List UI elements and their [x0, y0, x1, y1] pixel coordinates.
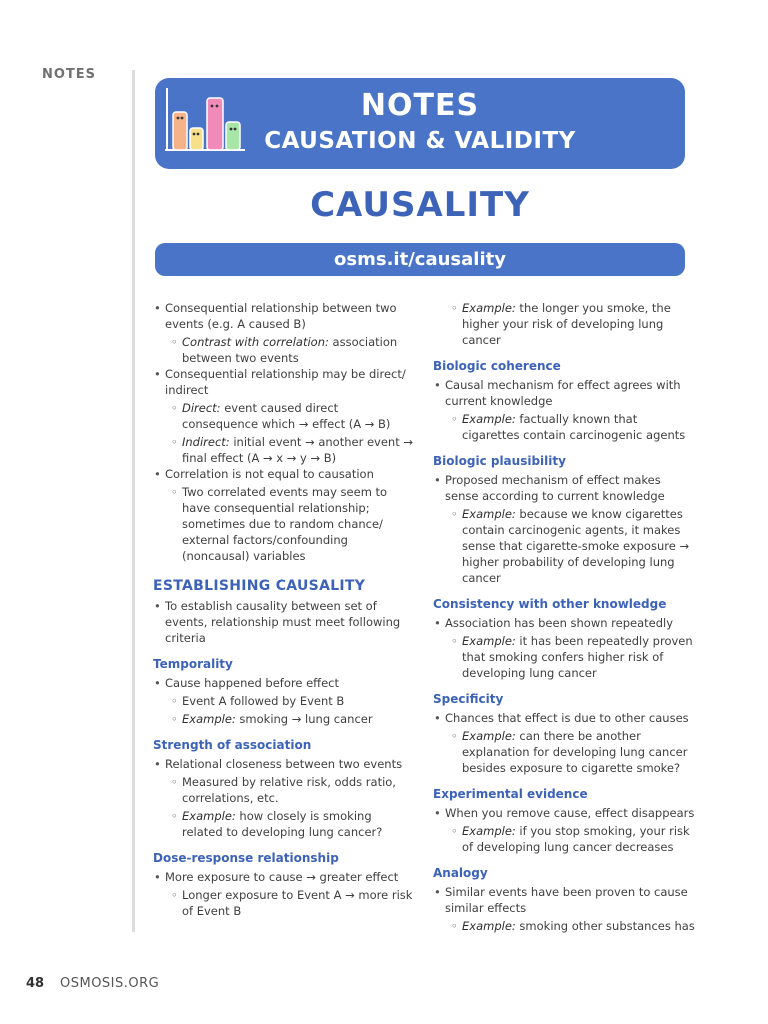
list-item: ◦ Contrast with correlation: association between two events [153, 334, 415, 366]
list-item: ◦ Example: how closely is smoking related to developing lung cancer? [153, 808, 415, 840]
list-item: • Correlation is not equal to causation [153, 466, 415, 482]
right-column [433, 300, 695, 934]
section-heading: ESTABLISHING CAUSALITY [153, 578, 366, 594]
list-item: • More exposure to cause → greater effect [153, 869, 415, 885]
left-column [153, 300, 415, 919]
subheading-temporality: Temporality [153, 657, 233, 671]
list-item: ◦ Event A followed by Event B [153, 693, 415, 709]
subheading-analogy: Analogy [433, 866, 488, 880]
list-item: • Consequential relationship may be direct/ indirect [153, 366, 415, 398]
list-item: ◦ Example: because we know cigarettes contain carcinogenic agents, it makes sense that cigarette-smoke exposure → higher probability of developing lung cancer [433, 506, 695, 586]
subheading-dose-response: Dose-response relationship [153, 851, 339, 865]
list-item: • Relational closeness between two events [153, 756, 415, 772]
list-item: ◦ Example: it has been repeatedly proven that smoking confers higher risk of developing lung cancer [433, 633, 695, 681]
side-divider [132, 70, 135, 932]
subheading-experimental: Experimental evidence [433, 787, 588, 801]
list-item: • Chances that effect is due to other causes [433, 710, 695, 726]
list-item: ◦ Longer exposure to Event A → more risk of Event B [153, 887, 415, 919]
page-number: 48 [26, 976, 45, 991]
subheading-plausibility: Biologic plausibility [433, 454, 566, 468]
list-item: • To establish causality between set of events, relationship must meet following criteria [153, 598, 415, 646]
list-item: ◦ Direct: event caused direct consequence which → effect (A → B) [153, 400, 415, 432]
subheading-coherence: Biologic coherence [433, 359, 561, 373]
list-item: ◦ Example: the longer you smoke, the higher your risk of developing lung cancer [433, 300, 695, 348]
list-item: ◦ Example: can there be another explanation for developing lung cancer besides exposure to cigarette smoke? [433, 728, 695, 776]
header-subtitle: CAUSATION & VALIDITY [264, 128, 576, 154]
side-section-label: NOTES [42, 67, 97, 82]
footer-brand[interactable]: OSMOSIS.ORG [60, 976, 160, 991]
list-item: • Consequential relationship between two events (e.g. A caused B) [153, 300, 415, 332]
header-banner [155, 78, 685, 169]
list-item: ◦ Example: smoking → lung cancer [153, 711, 415, 727]
list-item: • Proposed mechanism of effect makes sense according to current knowledge [433, 472, 695, 504]
list-item: ◦ Example: factually known that cigarettes contain carcinogenic agents [433, 411, 695, 443]
list-item: ◦ Example: smoking other substances has [433, 918, 695, 934]
list-item: • Association has been shown repeatedly [433, 615, 695, 631]
list-item: ◦ Measured by relative risk, odds ratio, correlations, etc. [153, 774, 415, 806]
subheading-consistency: Consistency with other knowledge [433, 597, 667, 611]
topic-link[interactable]: osms.it/causality [155, 243, 685, 276]
list-item: • Similar events have been proven to cause similar effects [433, 884, 695, 916]
list-item: ◦ Example: if you stop smoking, your risk of developing lung cancer decreases [433, 823, 695, 855]
subheading-strength: Strength of association [153, 738, 312, 752]
list-item: • Causal mechanism for effect agrees with current knowledge [433, 377, 695, 409]
list-item: ◦ Indirect: initial event → another event → final effect (A → x → y → B) [153, 434, 415, 466]
list-item: • When you remove cause, effect disappears [433, 805, 695, 821]
header-title: NOTES [360, 88, 480, 123]
page-title: CAUSALITY [310, 185, 530, 225]
list-item: ◦ Two correlated events may seem to have consequential relationship; sometimes due to random chance/ external factors/confounding (noncausal) variables [153, 484, 415, 564]
subheading-specificity: Specificity [433, 692, 504, 706]
list-item: • Cause happened before effect [153, 675, 415, 691]
